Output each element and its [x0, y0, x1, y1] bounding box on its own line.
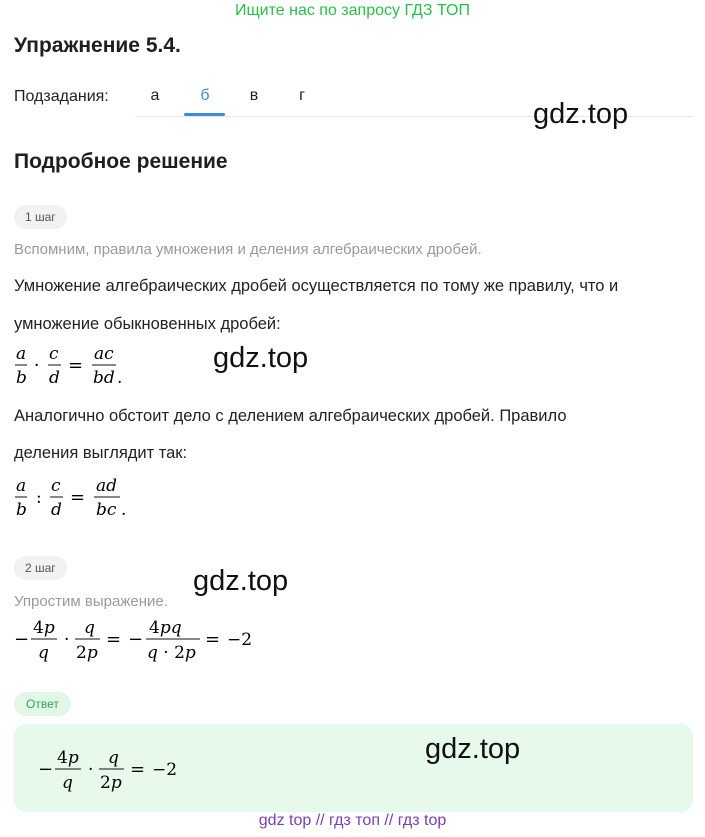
svg-text:d: d: [49, 368, 60, 388]
tab-a[interactable]: а: [150, 87, 160, 104]
watermark: gdz.top: [193, 565, 289, 597]
svg-text:=: =: [130, 759, 146, 780]
svg-text:q: q: [84, 618, 95, 638]
footer-links[interactable]: gdz top // гдз топ // гдз top: [258, 812, 447, 829]
svg-text:c: c: [49, 344, 59, 364]
step1-paragraph-line: деления выглядит так:: [14, 444, 188, 462]
exercise-title: Упражнение 5.4.: [14, 34, 181, 57]
svg-text:a: a: [16, 476, 27, 496]
tab-v[interactable]: в: [249, 87, 259, 104]
svg-text:b: b: [16, 368, 27, 388]
step2-note: Упростим выражение.: [14, 593, 168, 610]
multiplication-formula: [12, 342, 142, 392]
watermark: gdz.top: [425, 733, 521, 765]
svg-text:a: a: [16, 344, 27, 364]
active-tab-indicator: [184, 113, 225, 116]
step-badge-2: 2 шаг: [14, 556, 67, 580]
svg-text:q: q: [108, 748, 119, 768]
svg-text:2p: 2p: [100, 773, 122, 793]
step1-paragraph-line: Аналогично обстоит дело с делением алгебраических дробей. Правило: [14, 407, 567, 425]
search-banner: Ищите нас по запросу ГДЗ ТОП: [235, 2, 470, 19]
svg-text:·: ·: [64, 630, 70, 650]
step1-paragraph-line: умножение обыкновенных дробей:: [14, 315, 281, 333]
tab-g[interactable]: г: [299, 87, 305, 104]
step1-paragraph-line: Умножение алгебраических дробей осуществляется по тому же правилу, что и: [14, 277, 619, 295]
svg-text:−: −: [38, 759, 54, 780]
svg-text:q: q: [38, 643, 49, 663]
svg-text:2p: 2p: [76, 643, 98, 663]
svg-text:b: b: [16, 500, 27, 520]
svg-text:c: c: [51, 476, 61, 496]
svg-text:·: ·: [34, 356, 40, 376]
tab-b[interactable]: б: [200, 87, 210, 104]
svg-text:−: −: [128, 629, 144, 650]
svg-text::: :: [36, 488, 42, 508]
svg-text:−2: −2: [152, 760, 178, 780]
svg-text:d: d: [51, 500, 62, 520]
svg-text:=: =: [68, 355, 84, 376]
svg-text:q · 2p: q · 2p: [147, 643, 196, 663]
answer-badge: Ответ: [14, 692, 71, 716]
svg-text:−: −: [14, 629, 30, 650]
svg-text:bc: bc: [96, 500, 117, 520]
svg-text:bd: bd: [93, 368, 115, 388]
watermark: gdz.top: [533, 98, 629, 130]
step-badge-1: 1 шаг: [14, 205, 67, 229]
svg-text:ac: ac: [94, 344, 114, 364]
svg-text:4pq: 4pq: [149, 618, 182, 638]
simplification-formula: [12, 614, 272, 670]
svg-text:q: q: [62, 773, 73, 793]
svg-text:−2: −2: [227, 630, 253, 650]
watermark: gdz.top: [213, 342, 309, 374]
svg-text:.: .: [117, 368, 123, 388]
solution-title: Подробное решение: [14, 150, 228, 173]
svg-text:·: ·: [88, 760, 94, 780]
svg-text:=: =: [205, 629, 221, 650]
division-formula: [12, 474, 142, 526]
answer-box: [14, 724, 693, 812]
step1-note: Вспомним, правила умножения и деления алгебраических дробей.: [14, 241, 482, 258]
svg-text:.: .: [121, 500, 127, 520]
svg-text:4p: 4p: [57, 748, 79, 768]
svg-text:ad: ad: [96, 476, 118, 496]
svg-text:=: =: [70, 487, 86, 508]
subtasks-label: Подзадания:: [14, 88, 109, 105]
svg-text:=: =: [106, 629, 122, 650]
answer-formula: [36, 744, 216, 800]
svg-text:4p: 4p: [33, 618, 55, 638]
